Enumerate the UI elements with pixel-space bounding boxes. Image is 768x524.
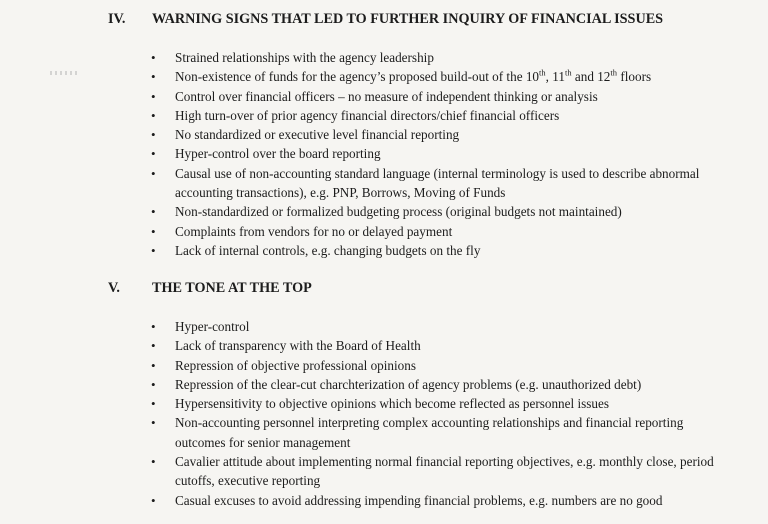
section-title: WARNING SIGNS THAT LED TO FURTHER INQUIRY OF FINANCIAL ISSUES: [152, 11, 664, 27]
list-item: [0, 106, 715, 125]
list-item: [0, 394, 715, 413]
bullet-icon: •: [151, 204, 156, 220]
list-item-text: Control over financial officers – no measure of independent thinking or analysis: [175, 88, 598, 104]
list-item: [0, 87, 715, 106]
bullet-icon: •: [151, 415, 156, 431]
list-item-text: Repression of the clear-cut charchterization of agency problems (e.g. unauthorized debt): [175, 376, 642, 392]
list-item-text: Hypersensitivity to objective opinions which become reflected as personnel issues: [175, 396, 609, 412]
list-item: [0, 164, 715, 203]
list-item-text: Non-accounting personnel interpreting complex accounting relationships and financial reporting outcomes for senior management: [175, 415, 684, 450]
list-item: [0, 125, 715, 144]
list-item-text: Hyper-control over the board reporting: [175, 146, 381, 162]
list-item: [0, 144, 715, 163]
bullet-icon: •: [151, 69, 156, 85]
list-item-text: No standardized or executive level financial reporting: [175, 127, 460, 143]
list-item: [0, 222, 715, 241]
list-item: [0, 317, 715, 336]
bullet-icon: •: [151, 223, 156, 239]
list-item-text: Non-existence of funds for the agency’s proposed build-out of the 10th, 11th and 12th floors: [175, 67, 652, 85]
section-number: IV.: [108, 11, 126, 27]
bullet-icon: •: [151, 338, 156, 354]
list-item: [0, 67, 715, 86]
bullet-icon: •: [151, 376, 156, 392]
list-item: [0, 413, 715, 452]
list-item: [0, 452, 715, 491]
list-item: [0, 356, 715, 375]
bullet-icon: •: [151, 107, 156, 123]
list-item-text: Cavalier attitude about implementing normal financial reporting objectives, e.g. monthly close, period cutoffs, executive reporting: [175, 454, 714, 489]
list-item-text: Lack of transparency with the Board of Health: [175, 338, 421, 354]
list-item-text: Non-standardized or formalized budgeting process (original budgets not maintained): [175, 204, 622, 220]
bullet-icon: •: [151, 50, 156, 65]
section-title: THE TONE AT THE TOP: [152, 280, 312, 296]
list-item-text: Complaints from vendors for no or delayed payment: [175, 223, 453, 239]
list-item: [0, 491, 715, 510]
bullet-icon: •: [151, 165, 156, 181]
list-item: [0, 336, 715, 355]
list-item-text: Repression of objective professional opinions: [175, 357, 416, 373]
bullet-icon: •: [151, 127, 156, 143]
list-item: [0, 48, 715, 67]
list-item: [0, 375, 715, 394]
list-item: [0, 202, 715, 221]
bullet-icon: •: [151, 492, 156, 508]
list-item-text: High turn-over of prior agency financial directors/chief financial officers: [175, 107, 560, 123]
list-item: [0, 241, 715, 260]
list-item-text: Causal use of non-accounting standard language (internal terminology is used to describe abnormal accounting transactions), e.g. PNP, Borrows, Moving of Funds: [175, 165, 700, 201]
bullet-icon: •: [151, 242, 156, 258]
list-item-text: Hyper-control: [175, 319, 250, 334]
bullet-icon: •: [151, 357, 156, 373]
bullet-icon: •: [151, 146, 156, 162]
list-item-text: Casual excuses to avoid addressing impending financial problems, e.g. numbers are no good: [175, 492, 663, 508]
warning-signs-list: [0, 48, 715, 260]
list-item-text: Lack of internal controls, e.g. changing budgets on the fly: [175, 242, 481, 258]
section-number: V.: [108, 280, 120, 296]
bullet-icon: •: [151, 88, 156, 104]
bullet-icon: •: [151, 319, 156, 334]
tone-at-top-list: [0, 317, 715, 510]
bullet-icon: •: [151, 396, 156, 412]
list-item-text: Strained relationships with the agency leadership: [175, 50, 434, 65]
bullet-icon: •: [151, 454, 156, 470]
